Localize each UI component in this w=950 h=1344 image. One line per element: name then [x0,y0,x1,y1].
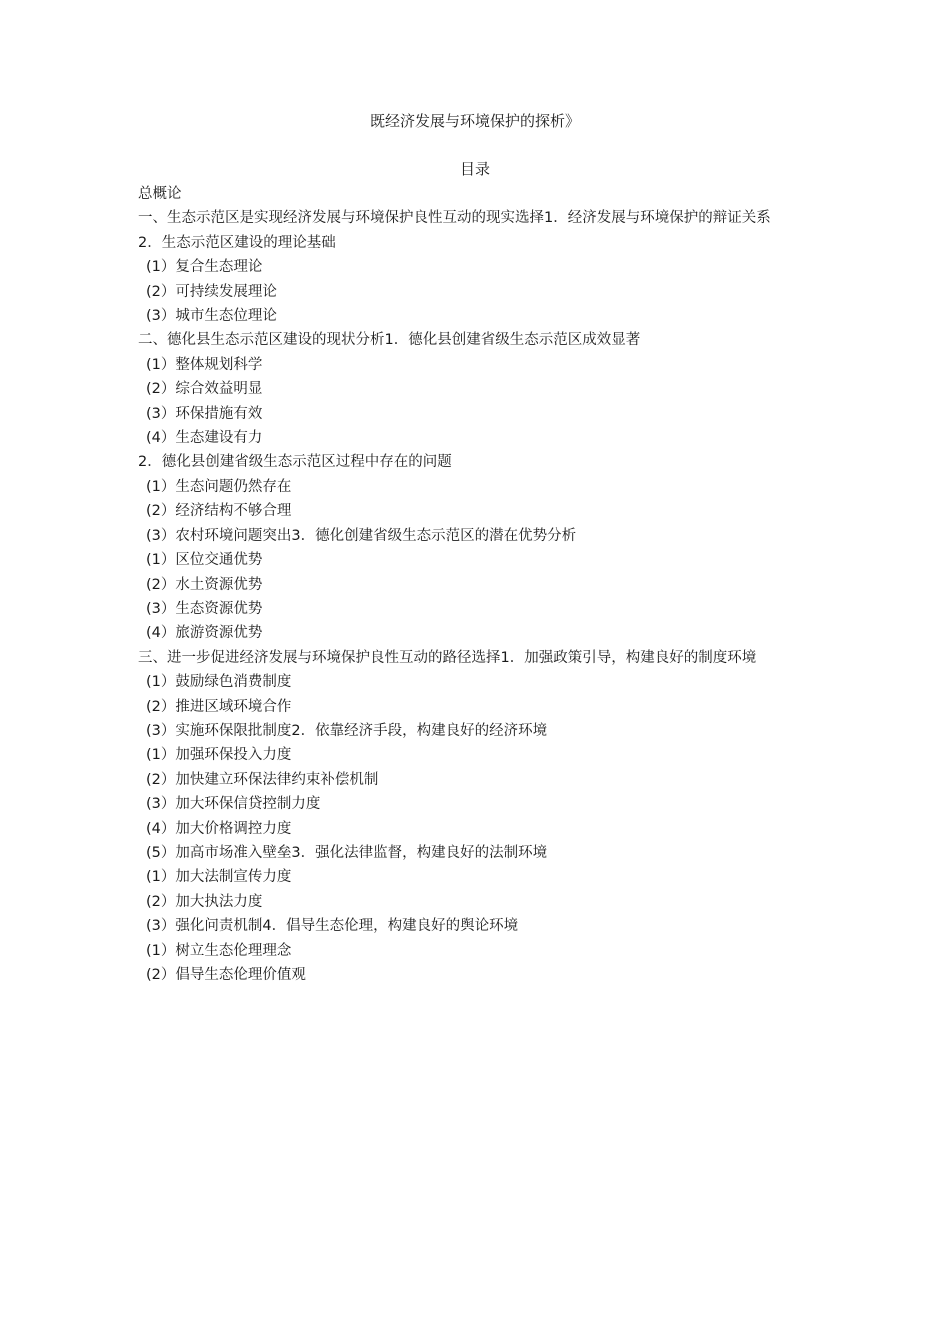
toc-line: (2）经济结构不够合理 [146,503,292,520]
toc-line: (3）实施环保限批制度2．依靠经济手段，构建良好的经济环境 [146,722,548,739]
toc-line: (3）城市生态位理论 [146,308,277,325]
toc-heading: 目录 [459,160,490,178]
toc-line: (2）加大执法力度 [146,893,263,910]
document-title: 既经济发展与环境保护的探析》 [369,112,580,130]
toc-line: (1）鼓励绿色消费制度 [146,674,292,691]
toc-line: (4）旅游资源优势 [146,625,263,642]
toc-line: (2）加快建立环保法律约束补偿机制 [146,771,379,788]
toc-line: (4）生态建设有力 [146,430,263,447]
toc-line: (2）倡导生态伦理价值观 [146,967,306,983]
toc-line: 三、进一步促进经济发展与环境保护良性互动的路径选择1．加强政策引导，构建良好的制度环境 [138,649,757,666]
toc-line: 总概论 [138,186,182,202]
toc-line: (3）生态资源优势 [146,600,263,617]
toc-line: (5）加高市场准入壁垒3．强化法律监督，构建良好的法制环境 [146,844,548,861]
toc-line: (1）生态问题仍然存在 [146,478,292,495]
toc-line: (2）综合效益明显 [146,381,263,398]
toc-line: (3）环保措施有效 [146,405,263,422]
toc-line: (1）整体规划科学 [146,356,263,373]
toc-line: (1）区位交通优势 [146,552,263,569]
toc-line: (1）加大法制宣传力度 [146,869,292,886]
toc-line: (4）加大价格调控力度 [146,820,292,837]
toc-line: (3）加大环保信贷控制力度 [146,796,321,813]
toc-line: (3）强化问责机制4．倡导生态伦理，构建良好的舆论环境 [146,918,519,935]
toc-line: (2）可持续发展理论 [146,283,277,300]
toc-line: (1）树立生态伦理理念 [146,942,292,959]
toc-line: (1）复合生态理论 [146,259,263,276]
toc-line: 一、生态示范区是实现经济发展与环境保护良性互动的现实选择1．经济发展与环境保护的辩证关系 [138,210,771,227]
toc-line: 2．德化县创建省级生态示范区过程中存在的问题 [138,454,452,471]
toc-line: (2）推进区域环境合作 [146,698,292,715]
toc-line: (3）农村环境问题突出3．德化创建省级生态示范区的潜在优势分析 [146,527,577,544]
toc-line: 二、德化县生态示范区建设的现状分析1．德化县创建省级生态示范区成效显著 [138,332,641,349]
toc-line: 2．生态示范区建设的理论基础 [138,234,336,251]
table-of-contents [138,182,810,987]
toc-line: (2）水土资源优势 [146,576,263,593]
toc-line: (1）加强环保投入力度 [146,747,292,764]
